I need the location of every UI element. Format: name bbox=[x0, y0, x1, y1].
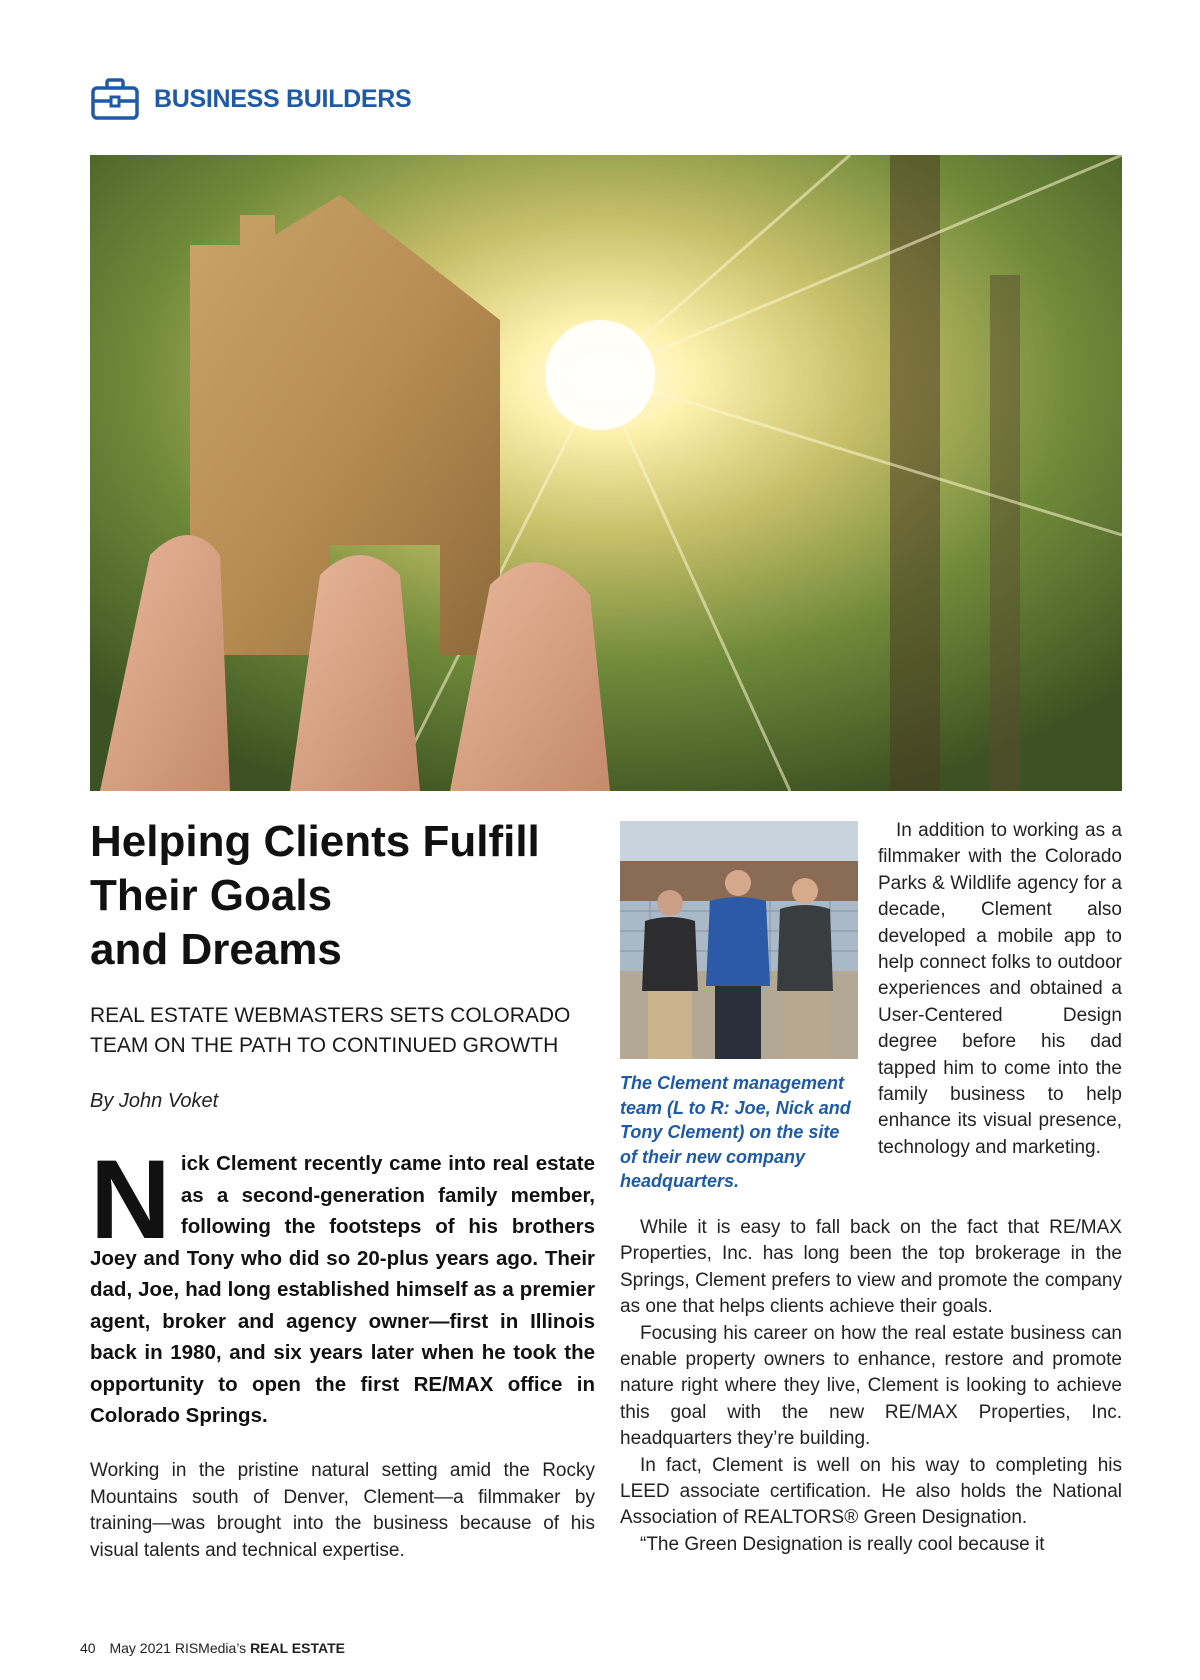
body-paragraph: While it is easy to fall back on the fact that RE/MAX Properties, Inc. has long been the top brokerage in the Springs, Clement prefers to view and promote the company as one that helps clients achieve their goals. bbox=[620, 1217, 1122, 1318]
drop-cap: N bbox=[90, 1137, 171, 1262]
body-paragraph: In fact, Clement is well on his way to completing his LEED associate certification. He also holds the National Association of REALTORS® Green Designation. bbox=[620, 1454, 1122, 1529]
headline-line: Helping Clients Fulfill bbox=[90, 817, 540, 866]
lead-paragraph bbox=[90, 1137, 595, 1432]
page-footer bbox=[80, 1640, 345, 1656]
headline-line: and Dreams bbox=[90, 925, 342, 974]
body-column-right bbox=[620, 1215, 1122, 1558]
byline: By John Voket bbox=[90, 1090, 219, 1112]
headline-line: Their Goals bbox=[90, 871, 333, 920]
article-headline bbox=[90, 815, 610, 977]
photo-caption: The Clement management team (L to R: Joe, Nick and Tony Clement) on the site of their new company headquarters. bbox=[620, 1073, 851, 1191]
publication-name: REAL ESTATE bbox=[250, 1640, 345, 1656]
dek-line: TEAM ON THE PATH TO CONTINUED GROWTH bbox=[90, 1034, 559, 1057]
body-paragraph-left: Working in the pristine natural setting amid the Rocky Mountains south of Denver, Clement—a filmmaker by training—was brought into the business because of his visual talents and technical expertise. bbox=[90, 1460, 595, 1561]
issue-date: May 2021 bbox=[109, 1640, 171, 1656]
briefcase-icon bbox=[90, 76, 140, 122]
team-photo bbox=[620, 821, 858, 1059]
section-label: BUSINESS BUILDERS bbox=[154, 84, 412, 113]
page-number: 40 bbox=[80, 1640, 96, 1656]
lead-text: ick Clement recently came into real estate as a second-generation family member, following the footsteps of his brothers Joey and Tony who did so 20-plus years ago. Their dad, Joe, had long established himself as a premier agent, broker and agency owner—first in Illinois back in 1980, and six years later when he took the opportunity to open the first RE/MAX office in Colorado Springs. bbox=[90, 1152, 595, 1427]
body-paragraph: “The Green Designation is really cool because it bbox=[640, 1533, 1045, 1555]
dek-line: REAL ESTATE WEBMASTERS SETS COLORADO bbox=[90, 1004, 571, 1027]
hero-image bbox=[90, 155, 1122, 791]
body-paragraph-right-narrow: In addition to working as a filmmaker with the Colorado Parks & Wildlife agency for a decade, Clement also developed a mobile app to help connect folks to outdoor experiences and obtained a User-Centered Design degree before his dad tapped him to come into the family business to help enhance its visual presence, technology and marketing. bbox=[878, 820, 1122, 1158]
article-dek bbox=[90, 1001, 610, 1061]
body-paragraph: Focusing his career on how the real estate business can enable property owners to enhance, restore and promote nature right where they live, Clement is looking to achieve this goal with the new RE/MAX Properties, Inc. headquarters they’re building. bbox=[620, 1322, 1122, 1450]
publication-prefix: RISMedia’s bbox=[174, 1640, 247, 1656]
section-header bbox=[90, 76, 411, 122]
